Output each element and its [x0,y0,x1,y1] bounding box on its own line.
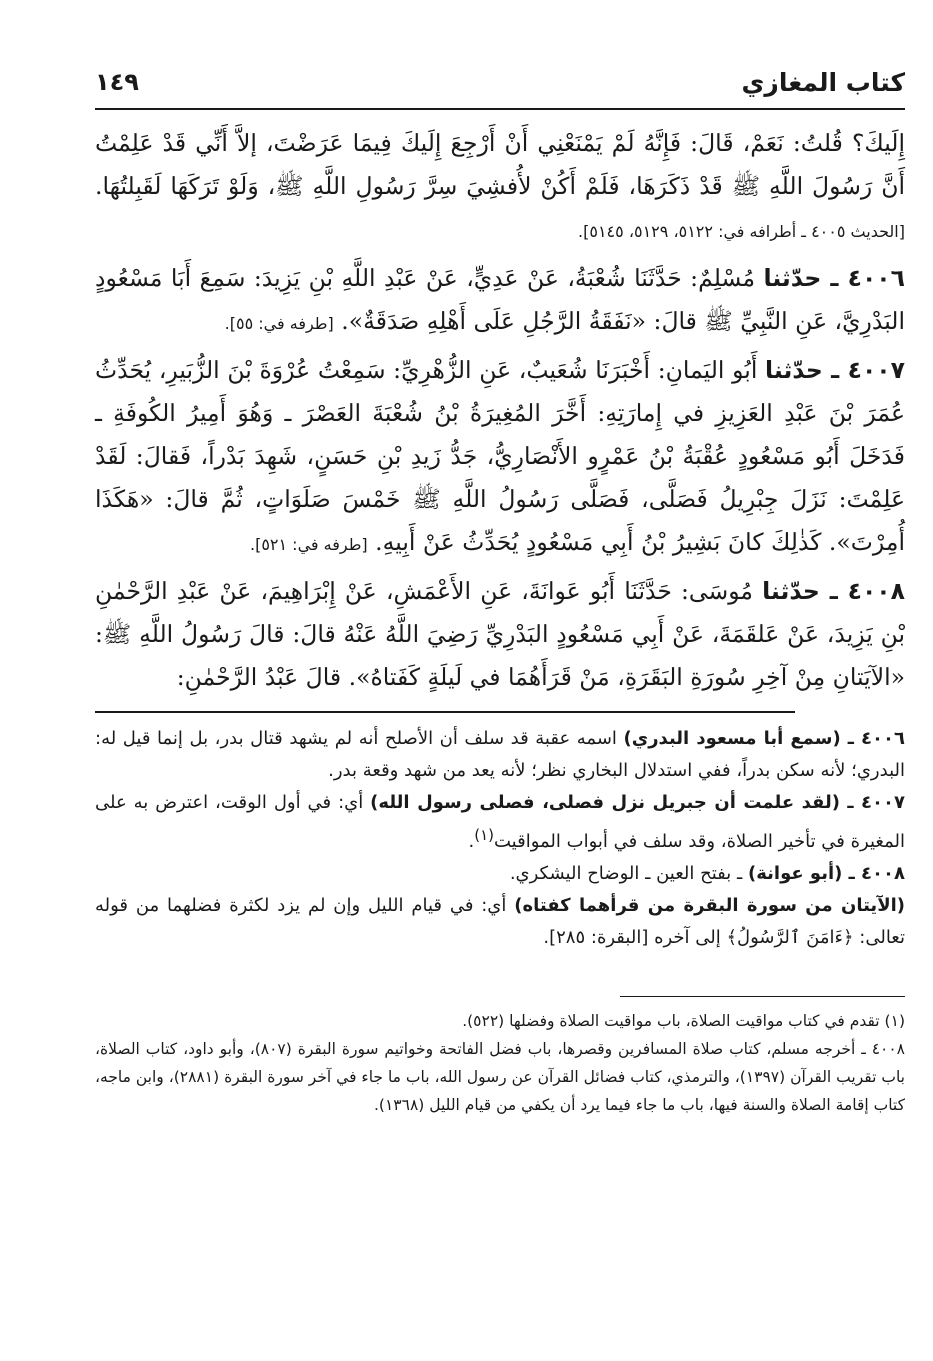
footnote-divider [620,996,905,997]
hadith-body: مُسْلِمٌ: حَدَّثَنَا شُعْبَةُ، عَنْ عَدِيٍّ، عَنْ عَبْدِ اللَّهِ بْنِ يَزِيدَ: سَمِعَ أَبَا مَسْعُودٍ البَدْرِيَّ، عَنِ النَّبِيِّ ﷺ قالَ: «نَفَقَةُ الرَّجُلِ عَلَى أَهْلِهِ صَدَقَةٌ». [95,264,905,335]
hadith-body: إِلَيكَ؟ قُلتُ: نَعَمْ، قَالَ: فَإِنَّهُ لَمْ يَمْنَعْنِي أَنْ أَرْجِعَ إِلَيكَ فِيمَا عَرَضْتَ، إلاَّ أَنِّي قَدْ عَلِمْتُ أَنَّ رَسُولَ اللَّهِ ﷺ قَدْ ذَكَرَهَا، فَلَمْ أَكُنْ لأُفشِيَ سِرَّ رَسُولِ اللَّهِ ﷺ، وَلَوْ تَرَكَهَا لَقَبِلتُهَا. [95,129,905,200]
hadith-reference: [طرفه في: ٥٢١]. [249,535,368,554]
page-header [95,60,905,110]
commentary-body: أي: في أول الوقت، اعترض به على المغيرة في تأخير الصلاة، وقد سلف في أبواب المواقيت [95,792,905,852]
page-number: ١٤٩ [95,68,139,96]
hadith-reference: [الحديث ٤٠٠٥ ـ أطرافه في: ٥١٢٢، ٥١٢٩، ٥١٤٥]. [578,222,905,241]
footnote-1: (١) تقدم في كتاب مواقيت الصلاة، باب مواقيت الصلاة وفضلها (٥٢٢). [462,1012,905,1030]
commentary-lead: (الآيتان من سورة البقرة من قرأهما كفتاه) [514,895,905,916]
commentary [95,723,905,954]
commentary-verses [95,890,905,954]
commentary-body: اسمه عقبة قد سلف أن الأصلح أنه لم يشهد قتال بدر، بل إنما قيل له: البدري؛ لأنه سكن بدراً، ففي استدلال البخاري نظر؛ لأنه يعد من شهد وقعة بدر. [95,728,905,781]
commentary-body: أي: في قيام الليل وإن لم يزد لكثرة فضلهما من قوله تعالى: ﴿ءَامَنَ ٱلرَّسُولُ﴾ إلى آخره [البقرة: ٢٨٥]. [95,895,905,948]
hadith-4005-continuation [95,122,905,253]
commentary-body: ـ بفتح العين ـ الوضاح اليشكري. [509,863,743,884]
commentary-lead: ٤٠٠٧ ـ (لقد علمت أن جبريل نزل فصلى، فصلى رسول الله) [370,792,905,813]
commentary-lead: ٤٠٠٨ ـ (أبو عوانة) [748,863,905,884]
hadith-reference: [طرفه في: ٥٥]. [224,314,334,333]
footnote-4008: ٤٠٠٨ ـ أخرجه مسلم، كتاب صلاة المسافرين وقصرها، باب فضل الفاتحة وخواتيم سورة البقرة (٨٠٧)، وأبو داود، كتاب الصلاة، باب تقريب القرآن (١٣٩٧)، والترمذي، كتاب فضائل القرآن عن رسول الله، باب ما جاء في آخر سورة البقرة (٢٨٨١)، وابن ماجه، كتاب إقامة الصلاة والسنة فيها، باب ما جاء فيما يرد أن يكفي من قيام الليل (١٣٦٨). [95,1040,905,1114]
commentary-4007 [95,787,905,858]
commentary-divider [95,711,795,713]
footnote-marker: (١) [474,826,494,844]
hadith-4007 [95,349,905,566]
hadith-text [95,122,905,699]
commentary-end: . [468,831,475,852]
hadith-body: أَبُو اليَمانِ: أَخْبَرَنَا شُعَيبٌ، عَنِ الزُّهْرِيِّ: سَمِعْتُ عُرْوَةَ بْنَ الزُّبَيرِ، يُحَدِّثُ عُمَرَ بْنَ عَبْدِ العَزِيزِ في إِمارَتِهِ: أَخَّرَ المُغِيرَةُ بْنُ شُعْبَةَ العَصْرَ ـ وَهُوَ أَمِيرُ الكُوفَةِ ـ فَدَخَلَ أَبُو مَسْعُودٍ عُقْبَةُ بْنُ عَمْرٍو الأَنْصَارِيُّ، جَدُّ زَيدِ بْنِ حَسَنٍ، شَهِدَ بَدْراً، فَقالَ: لَقَدْ عَلِمْتَ: نَزَلَ جِبْرِيلُ فَصَلَّى، فَصَلَّى رَسُولُ اللَّهِ ﷺ خَمْسَ صَلَوَاتٍ، ثُمَّ قالَ: «هَكَذَا أُمِرْتَ». كَذٰلِكَ كانَ بَشِيرُ بْنُ أَبِي مَسْعُودٍ يُحَدِّثُ عَنْ أَبِيهِ. [95,356,905,556]
hadith-4008 [95,570,905,699]
hadith-number: ٤٠٠٦ ـ حدّثنا [763,264,905,292]
commentary-lead: ٤٠٠٦ ـ (سمع أبا مسعود البدري) [623,728,905,749]
commentary-4008 [95,858,905,890]
hadith-number: ٤٠٠٧ ـ حدّثنا [765,356,905,384]
hadith-4006 [95,257,905,345]
page [95,60,905,1119]
book-title: كتاب المغازي [741,68,905,97]
footnotes [95,1007,905,1119]
hadith-body: مُوسَى: حَدَّثَنَا أَبُو عَوانَةَ، عَنِ الأَعْمَشِ، عَنْ إِبْرَاهِيمَ، عَنْ عَبْدِ الرَّحْمٰنِ بْنِ يَزِيدَ، عَنْ عَلقَمَةَ، عَنْ أَبِي مَسْعُودٍ البَدْرِيِّ رَضِيَ اللَّهُ عَنْهُ قالَ: قالَ رَسُولُ اللَّهِ ﷺ: «الآيَتانِ مِنْ آخِرِ سُورَةِ البَقَرَةِ، مَنْ قَرَأَهُمَا في لَيلَةٍ كَفَتاهُ». قالَ عَبْدُ الرَّحْمٰنِ: [95,577,905,691]
hadith-number: ٤٠٠٨ ـ حدّثنا [762,577,905,605]
commentary-4006 [95,723,905,787]
